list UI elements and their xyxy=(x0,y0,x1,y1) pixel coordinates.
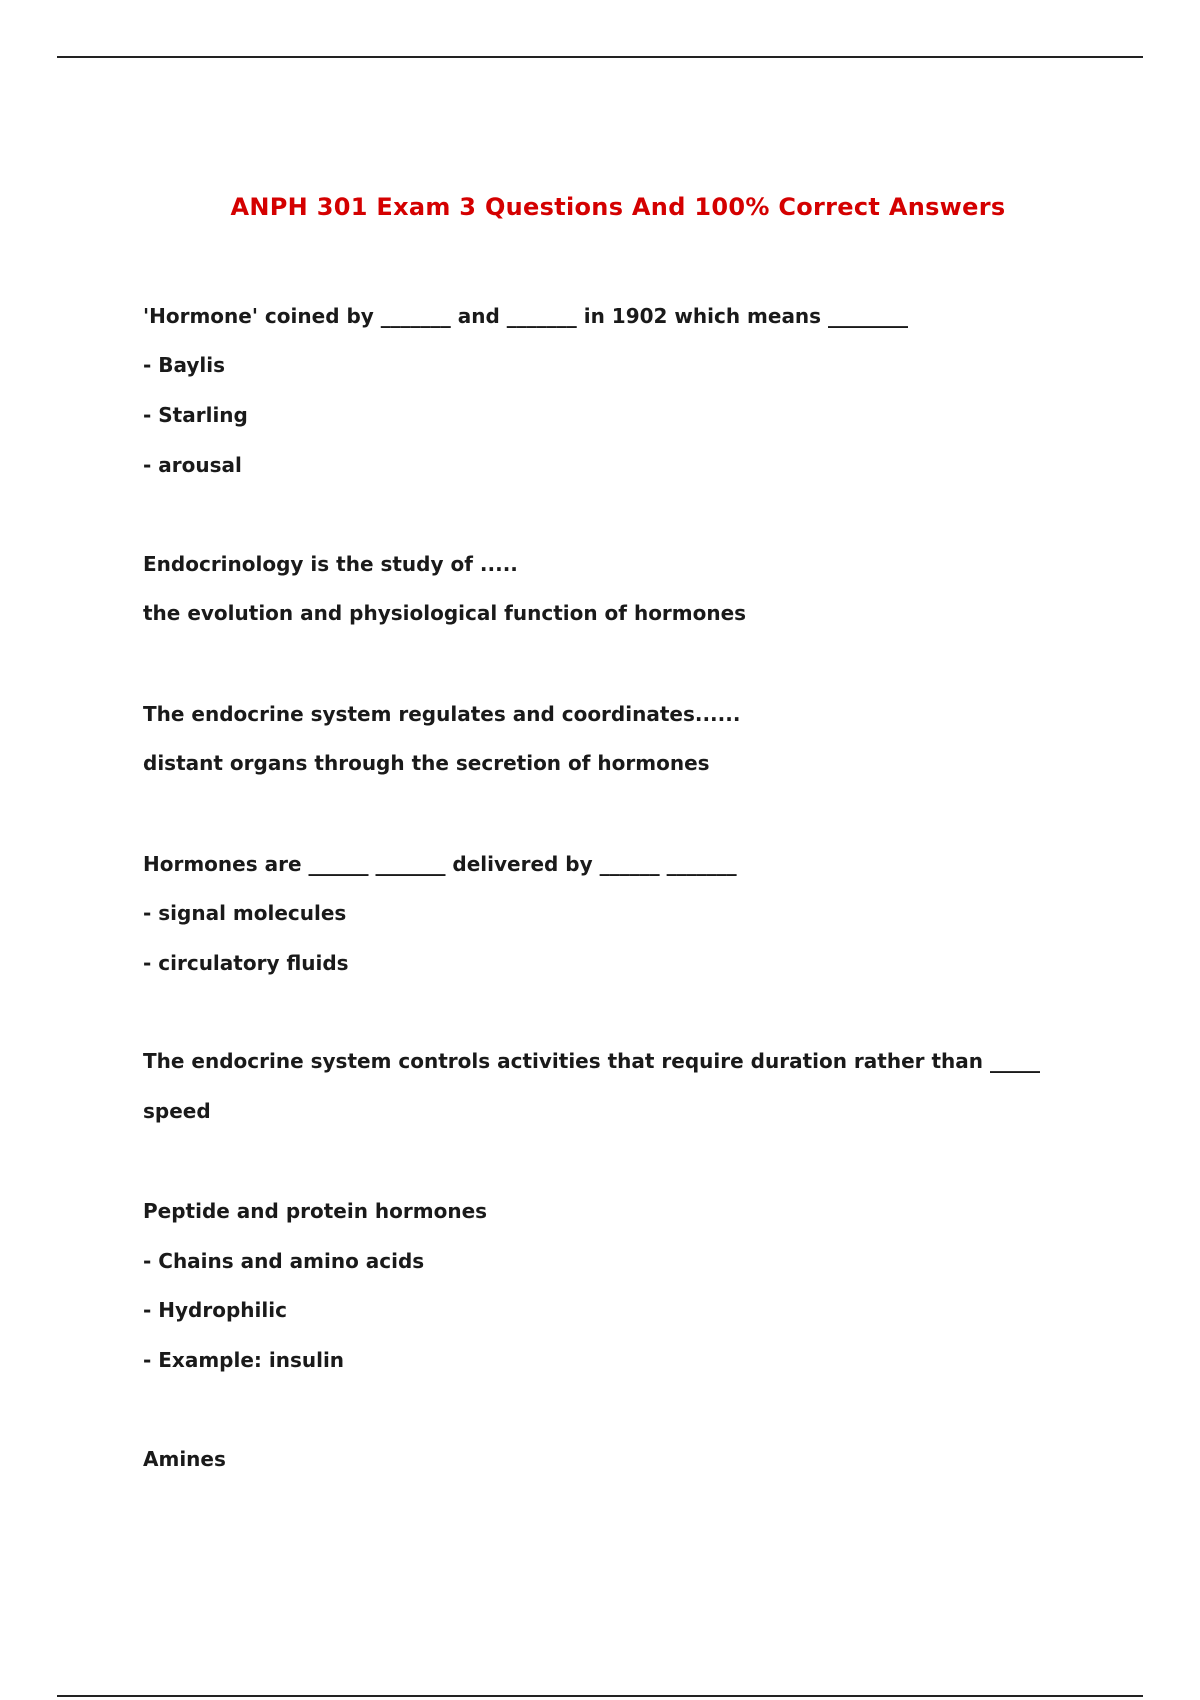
qa-item xyxy=(143,302,1143,479)
qa-item xyxy=(143,850,1143,977)
answer-text: - Baylis xyxy=(143,353,226,377)
question-text: Peptide and protein hormones xyxy=(143,1199,488,1223)
question-text: The endocrine system regulates and coordinates...... xyxy=(143,702,741,726)
answer-text: - signal molecules xyxy=(143,901,347,925)
answer-text: the evolution and physiological function of hormones xyxy=(143,601,747,625)
answer-text: - arousal xyxy=(143,453,242,477)
answer-text: - Hydrophilic xyxy=(143,1298,287,1322)
footer-rule xyxy=(57,1695,1143,1697)
document-title: ANPH 301 Exam 3 Questions And 100% Correct Answers xyxy=(230,193,1006,221)
question-text: Amines xyxy=(143,1447,226,1471)
answer-text: - Starling xyxy=(143,403,248,427)
answer-text: distant organs through the secretion of hormones xyxy=(143,751,710,775)
question-text: 'Hormone' coined by _______ and _______ in 1902 which means ________ xyxy=(143,304,909,328)
qa-item xyxy=(143,1047,1143,1125)
answer-text: speed xyxy=(143,1099,211,1123)
question-text: The endocrine system controls activities that require duration rather than _____ xyxy=(143,1049,1040,1073)
answer-text: - circulatory fluids xyxy=(143,951,349,975)
qa-item xyxy=(143,700,1143,777)
question-text: Endocrinology is the study of ..... xyxy=(143,552,518,576)
qa-item xyxy=(143,550,1143,627)
answer-text: - Example: insulin xyxy=(143,1348,345,1372)
qa-item xyxy=(143,1445,1143,1473)
qa-item xyxy=(143,1197,1143,1374)
question-text: Hormones are ______ _______ delivered by ______ _______ xyxy=(143,852,737,876)
answer-text: - Chains and amino acids xyxy=(143,1249,425,1273)
header-rule xyxy=(57,56,1143,58)
